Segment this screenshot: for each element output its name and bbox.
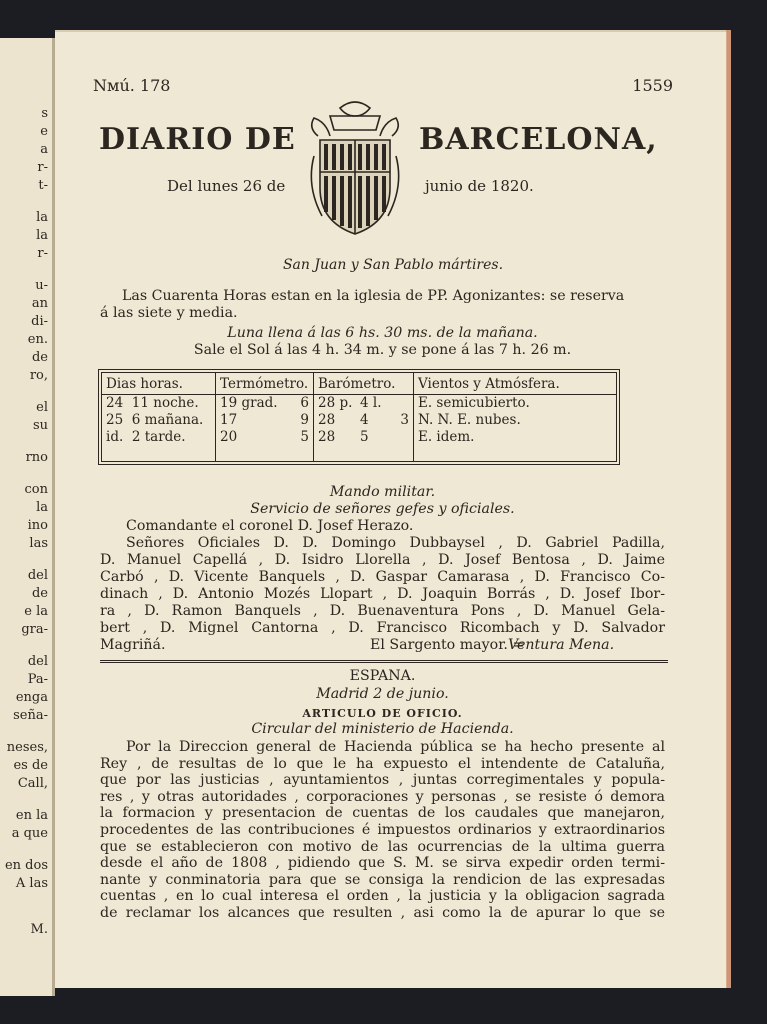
- paragraph-line: Rey , de resultas de lo que le ha expuesto el intendente de Cataluña,: [100, 755, 665, 772]
- officers-last: Magriñá.: [100, 637, 166, 653]
- forty-hours-line-1: Las Cuarenta Horas estan en la iglesia de PP. Agonizantes: se reserva: [122, 288, 625, 304]
- officers-list: [100, 535, 665, 637]
- issue-number: Nмú. 178: [93, 76, 171, 95]
- weather-cell: 20 5: [220, 429, 309, 445]
- left-page-fragment: de: [31, 350, 48, 365]
- officers-line: Carbó , D. Vicente Banquels , D. Gaspar Camarasa , D. Francisco Co-: [100, 569, 665, 585]
- left-page-fragment: neses,: [6, 740, 48, 755]
- left-page-fragment: seña-: [13, 708, 48, 723]
- weather-cell: 19 grad. 6: [220, 395, 309, 411]
- newspaper-page: [55, 30, 731, 988]
- officers-line: ra , D. Ramon Banquels , D. Buenaventura Pons , D. Manuel Gela-: [100, 603, 665, 619]
- page-edge-tint: [726, 30, 731, 988]
- moon-phase: Luna llena á las 6 hs. 30 ms. de la mañana.: [227, 325, 538, 341]
- weather-col-thermometer: [216, 373, 314, 461]
- masthead-right: BARCELONA,: [419, 122, 658, 157]
- left-page-fragment: su: [32, 418, 48, 433]
- section-divider: [100, 660, 668, 663]
- left-page-fragment: a: [40, 142, 48, 157]
- weather-cell: 24 11 noche.: [106, 395, 199, 411]
- left-page-fragment: ino: [27, 518, 48, 533]
- left-page-fragment: ro,: [29, 368, 48, 383]
- left-page-fragment: di-: [31, 314, 48, 329]
- military-heading: Mando militar.: [329, 484, 436, 500]
- saints-of-the-day: San Juan y San Pablo mártires.: [282, 257, 504, 273]
- weather-cell: N. N. E. nubes.: [418, 412, 521, 428]
- paragraph-line: la formacion y presentacion de cuentas de los caudales que manejaron,: [100, 805, 665, 822]
- left-page-fragment: en la: [15, 808, 48, 823]
- military-commander: Comandante el coronel D. Josef Herazo.: [126, 518, 414, 534]
- weather-cell: 28 5: [318, 429, 369, 445]
- left-page-fragment: el: [36, 400, 48, 415]
- left-page-fragment: del: [27, 568, 48, 583]
- weather-cell: E. idem.: [418, 429, 475, 445]
- left-page-fragment: rno: [25, 450, 48, 465]
- weather-col-day: [102, 373, 216, 461]
- barcelona-coat-of-arms-icon: [300, 96, 410, 246]
- circular-paragraph: [100, 739, 665, 922]
- forty-hours-line-2: á las siete y media.: [100, 305, 238, 321]
- weather-cell: E. semicubierto.: [418, 395, 530, 411]
- paragraph-line: Por la Direccion general de Hacienda pública se ha hecho presente al: [126, 739, 665, 755]
- paragraph-line: de reclamar los alcances que resulten , asi como la de apurar lo que se: [100, 904, 665, 921]
- left-page-fragment: e: [40, 124, 48, 139]
- sunrise-sunset: Sale el Sol á las 4 h. 34 m. y se pone á las 7 h. 26 m.: [193, 342, 572, 358]
- left-page-fragment: e la: [24, 604, 48, 619]
- weather-cell: 17 9: [220, 412, 309, 428]
- weather-header: Vientos y Atmósfera.: [414, 373, 616, 395]
- left-page-fragment: r-: [37, 246, 48, 261]
- left-page-fragment: con: [24, 482, 48, 497]
- left-page-fragment: gra-: [21, 622, 48, 637]
- military-subheading: Servicio de señores gefes y oficiales.: [250, 501, 515, 517]
- paragraph-line: que se establecieron con motivo de las ocurrencias de la ultima guerra: [100, 838, 665, 855]
- left-page-fragment: en dos: [4, 858, 48, 873]
- weather-col-wind: [414, 373, 616, 461]
- left-page-fragment: es de: [13, 758, 48, 773]
- weather-cell: 28 4 3: [318, 412, 409, 428]
- left-page-fragment: M.: [30, 922, 48, 937]
- weather-cell: 25 6 mañana.: [106, 412, 204, 428]
- left-page-fragment: la: [36, 228, 48, 243]
- officers-line: D. Manuel Capellá , D. Isidro Llorella , D. Josef Bentosa , D. Jaime: [100, 552, 665, 568]
- left-page-fragment: A las: [15, 876, 48, 891]
- date-left: Del lunes 26 de: [167, 177, 286, 195]
- officers-line: bert , D. Mignel Cantorna , D. Francisco Ricombach y D. Salvador: [100, 620, 665, 636]
- left-page-fragment: Call,: [17, 776, 48, 791]
- spain-dateline: Madrid 2 de junio.: [316, 686, 449, 702]
- paragraph-line: desde el año de 1808 , pidiendo que S. M. se sirva expedir orden termi-: [100, 855, 665, 872]
- paragraph-line: res , y otras autoridades , corporaciones y personas , se resiste ó demora: [100, 788, 665, 805]
- sergeant-name: Ventura Mena.: [508, 637, 615, 653]
- paragraph-line: procedentes de las contribuciones é impuestos ordinarios y extraordinarios: [100, 821, 665, 838]
- sergeant-label: El Sargento mayor. =: [370, 637, 525, 653]
- left-page-fragment: la: [36, 210, 48, 225]
- weather-col-barometer: [314, 373, 414, 461]
- circular-title: Circular del ministerio de Hacienda.: [251, 721, 514, 737]
- left-page-fragment: s: [41, 106, 48, 121]
- weather-header: Dias horas.: [102, 373, 215, 395]
- official-article-label: ARTICULO DE OFICIO.: [302, 707, 463, 720]
- left-page-fragment: la: [36, 500, 48, 515]
- left-page-fragment: en.: [27, 332, 48, 347]
- date-right: junio de 1820.: [425, 177, 534, 195]
- officers-line: Señores Oficiales D. D. Domingo Dubbaysel , D. Gabriel Padilla,: [126, 535, 665, 551]
- left-page-fragment: t-: [38, 178, 48, 193]
- left-page-fragment: r-: [37, 160, 48, 175]
- forty-hours-notice: [100, 288, 665, 322]
- left-page-fragment: an: [31, 296, 48, 311]
- left-page-fragment: u-: [35, 278, 48, 293]
- left-page-edge: [0, 38, 55, 996]
- left-page-fragment: a que: [11, 826, 48, 841]
- paragraph-line: nante y conminatoria para que se consiga la rendicion de las expresadas: [100, 871, 665, 888]
- left-page-fragment: enga: [15, 690, 48, 705]
- spain-heading: ESPANA.: [349, 668, 416, 684]
- left-page-fragment: las: [29, 536, 48, 551]
- masthead-left: DIARIO DE: [99, 122, 296, 157]
- weather-cell: 28 p. 4 l.: [318, 395, 382, 411]
- left-page-fragment: de: [31, 586, 48, 601]
- weather-header: Barómetro.: [314, 373, 413, 395]
- page-number: 1559: [632, 76, 673, 95]
- left-page-fragment: Pa-: [27, 672, 48, 687]
- military-signature: [100, 637, 665, 654]
- left-page-fragment: del: [27, 654, 48, 669]
- paragraph-line: que por las justicias , ayuntamientos , juntas corregimentales y popula-: [100, 772, 665, 789]
- paragraph-line: cuentas , en lo cual interesa el orden , la justicia y la obligacion sagrada: [100, 888, 665, 905]
- officers-line: dinach , D. Antonio Mozés Llopart , D. Joaquin Borrás , D. Josef Ibor-: [100, 586, 665, 602]
- weather-table: [98, 369, 620, 465]
- weather-header: Termómetro.: [216, 373, 313, 395]
- weather-cell: id. 2 tarde.: [106, 429, 186, 445]
